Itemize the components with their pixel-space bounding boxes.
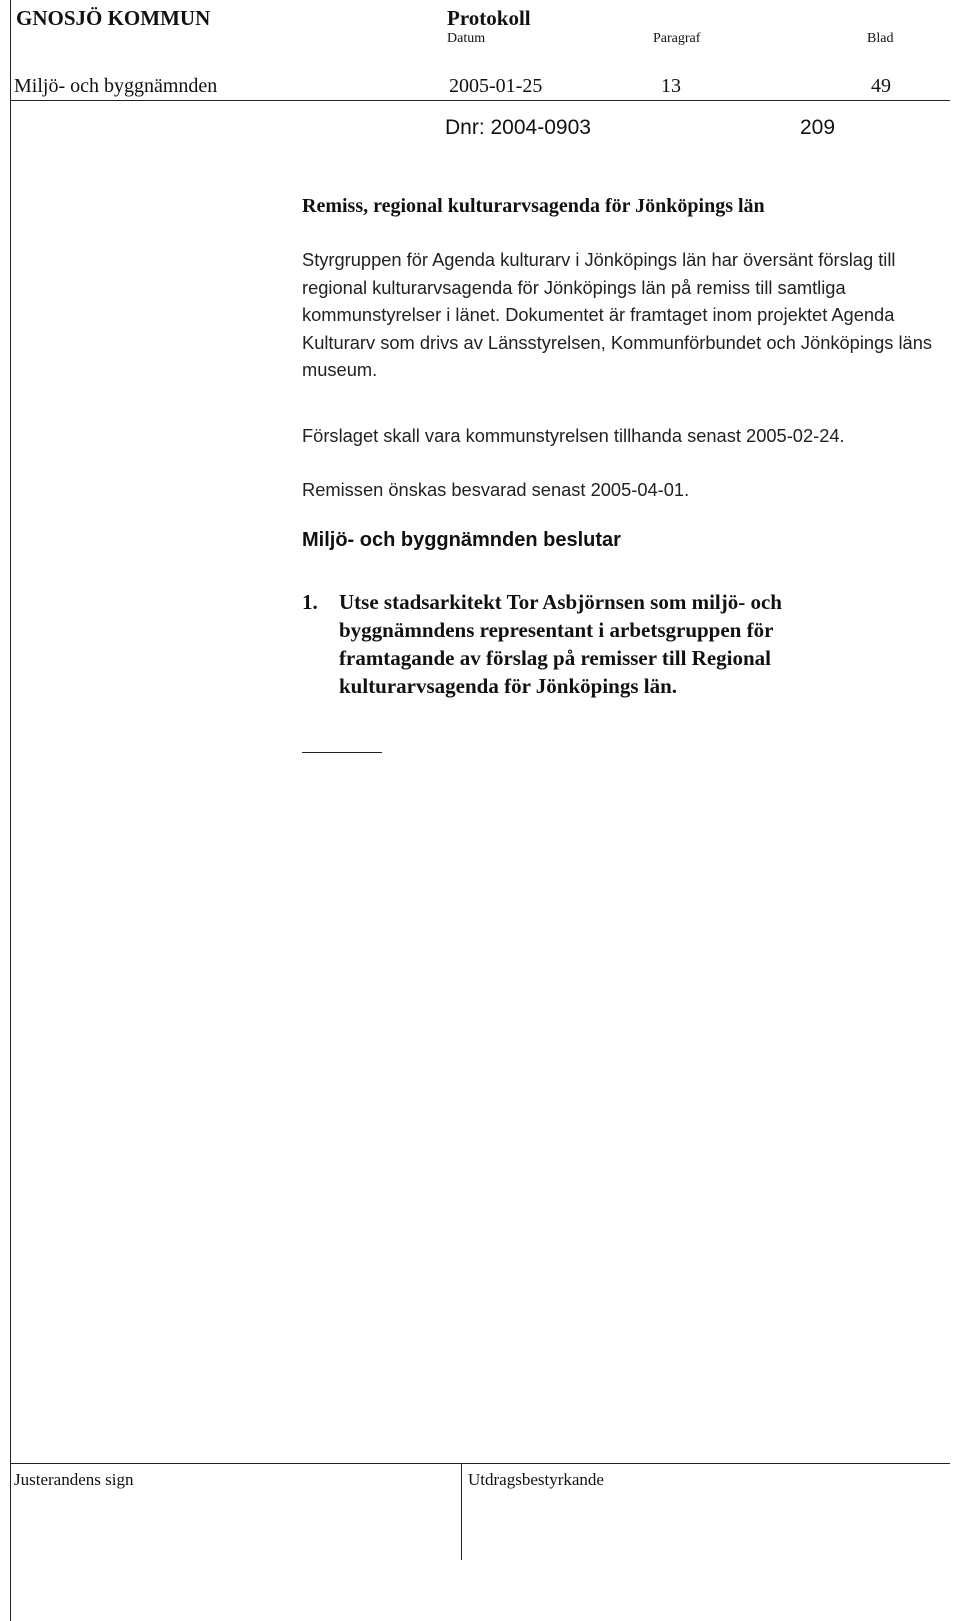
section-title: Remiss, regional kulturarvsagenda för Jönköpings län — [302, 195, 765, 217]
paragraph-label: Paragraf — [653, 31, 701, 46]
decision-item — [302, 588, 862, 700]
body-paragraph: Förslaget skall vara kommunstyrelsen tillhanda senast 2005-02-24. — [302, 425, 845, 446]
committee-name: Miljö- och byggnämnden — [14, 75, 218, 97]
page-number: 49 — [871, 75, 891, 97]
decision-heading: Miljö- och byggnämnden beslutar — [302, 529, 621, 551]
page-left-border — [10, 0, 11, 1621]
decision-number: 1. — [302, 590, 318, 614]
municipality-name: GNOSJÖ KOMMUN — [16, 6, 211, 30]
document-type: Protokoll — [447, 6, 531, 30]
footer-divider-line — [10, 1463, 950, 1464]
registration-number: Dnr: 2004-0903 — [445, 116, 591, 139]
header-divider — [10, 100, 950, 101]
decision-text: Utse stadsarkitekt Tor Asbjörnsen som miljö- och byggnämndens representant i arbetsgruppen för framtagande av förslag på remisser till Regional kulturarvsagenda för Jönköpings län. — [339, 590, 782, 698]
certification-label: Utdragsbestyrkande — [468, 1470, 604, 1489]
body-paragraph: Styrgruppen för Agenda kulturarv i Jönköpings län har översänt förslag till regional kulturarvsagenda för Jönköpings län på remiss till samtliga kommunstyrelser i länet. Dokumentet är framtaget inom projektet Agenda Kulturarv som drivs av Länsstyrelsen, Kommunförbundet och Jönköpings läns museum. — [302, 249, 932, 380]
body-paragraph: Remissen önskas besvarad senast 2005-04-01. — [302, 479, 690, 500]
meeting-date: 2005-01-25 — [449, 75, 543, 97]
end-of-section-line — [302, 752, 382, 753]
page-label: Blad — [867, 31, 894, 46]
footer-column-divider — [461, 1464, 462, 1560]
signature-label: Justerandens sign — [14, 1470, 134, 1489]
paragraph-number: 13 — [661, 75, 681, 97]
registration-code: 209 — [800, 116, 836, 139]
date-label: Datum — [447, 31, 486, 46]
